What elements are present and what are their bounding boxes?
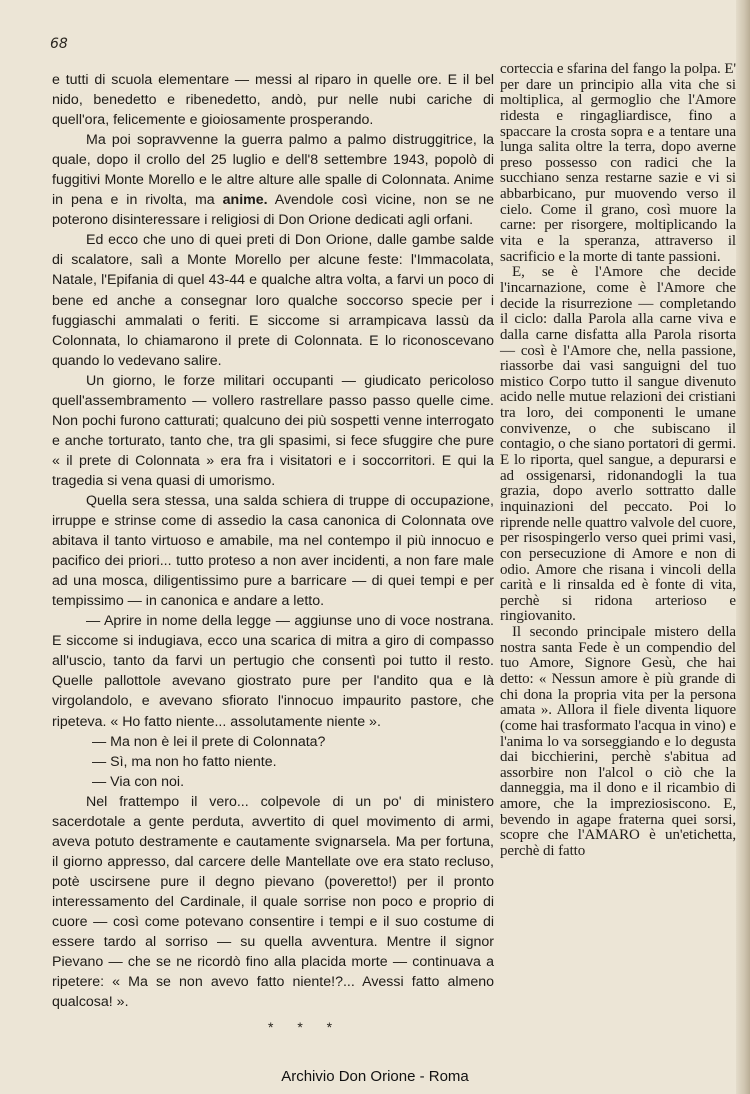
paragraph: corteccia e sfarina del fango la polpa. E' per dare un principio alla vita che si moltiplica, al germoglio che l'Amore ridesta e ringagliardisce, fino a spaccare la crosta sopra e a tentare una lunga salita oltre la terra, dopo averne preso possesso con radici che la succhiano senza restarne sazie e vi si abbarbicano, pur muovendo verso il cielo. Come il grano, così muore la carne: per risorgere, moltiplicando la vita e la speranza, attraverso il sacrificio e la morte di tante passioni. (500, 61, 736, 265)
section-separator: * * * (268, 1019, 343, 1035)
page-edge (736, 0, 750, 1094)
text-run: Ma poi sopravvenne la guerra palmo a palmo distruggitrice, la quale, dopo il crollo del 25 luglio e dell'8 settembre 1943, popolò di fuggitivi Monte Morello e le altre alture alle spalle di Colonnata. Anime in pena e in rivolta, ma (52, 132, 494, 209)
right-column (500, 62, 736, 860)
dialog-line: — Sì, ma non ho fatto niente. (92, 753, 277, 770)
archive-footer: Archivio Don Orione - Roma (281, 1068, 469, 1085)
paragraph: — Aprire in nome della legge — aggiunse uno di voce nostrana. E siccome si indugiava, ecco una scarica di mitra a giro di compasso all'uscio, tanto da farvi un pertugio che consentì poi tutto il resto. Quelle pallottole avevano giostrato pure per l'andito qua e là virgolandolo, e avevano sfiorato l'innocuo impaurito pastore, che ripeteva. « Ho fatto niente... assolutamente niente ». (52, 613, 494, 730)
paragraph: Il secondo principale mistero della nostra santa Fede è un compendio del tuo Amore, Signore Gesù, che hai detto: « Nessun amore è più grande di chi dona la propria vita per la persona amata ». Allora il fiele diventa liquore (come hai trasformato l'acqua in vino) e l'anima lo va sorseggiando e lo degusta dai bicchierini, perchè s'abitua ad assorbire non l'alcol o ciò che la danneggia, ma il dono e il ricambio di amore, che la impreziosiscono. E, bevendo in agape fraterna quei sorsi, scopre che l'AMARO è un'etichetta, perchè di fatto (500, 624, 736, 860)
dialog-line: — Via con noi. (92, 773, 185, 790)
paragraph: e tutti di scuola elementare — messi al riparo in quelle ore. E il bel nido, benedetto e ribenedetto, andò, pur nelle nubi cariche di quell'ora, felicemente e gioiosamente prosperando. (52, 72, 494, 129)
paragraph (52, 130, 494, 230)
paragraph: Nel frattempo il vero... colpevole di un po' di ministero sacerdotale a gente perduta, avvertito di quel movimento di armi, aveva potuto destramente e cautamente svignarsela. Ma per fortuna, il giorno appresso, dal carcere delle Mantellate ove era stato recluso, potè uscirsene pure il degno pievano (poveretto!) per il pronto interessamento del Cardinale, il quale sorrise non poco e proprio di cuore — così come potevano consentire i tempi e il suo costume di essere tardo al sorriso — su quella avventura. Mentre il signor Pievano — che se ne ricordò fino alla placida morte — continuava a ripetere: « Ma se non avevo fatto niente!?... Avessi fatto almeno qualcosa! ». (52, 793, 494, 1011)
left-column (52, 70, 494, 1012)
dialog-line: — Ma non è lei il prete di Colonnata? (92, 733, 326, 750)
paragraph: Quella sera stessa, una salda schiera di truppe di occupazione, irruppe e strinse come di assedio la casa canonica di Colonnata ove abitava il tanto virtuoso e amabile, ma nel contempo il più innocuo e pacifico dei priori... tutto proteso a non aver incidenti, a non fare male ad una mosca, diligentissimo pure a barricare — di quei tempi e per tempissimo — in canonica e andare a letto. (52, 492, 494, 610)
bold-word: anime. (222, 192, 268, 209)
text-run: Avendole così vicine, non se ne poterono disinteressare i religiosi di Don Orione dedicati agli orfani. (52, 192, 494, 229)
page-number: 68 (50, 36, 68, 52)
paragraph: E, se è l'Amore che decide l'incarnazione, come è l'Amore che decide la risurrezione — completando il ciclo: dalla Parola alla carne viva e dalla carne disfatta alla Parola risorta — così è l'Amore che, nella passione, riassorbe dai vasi sanguigni del tuo mistico Corpo tutto il sangue divenuto acido nelle mutue relazioni dei cristiani tra loro, dei componenti le umane convivenze, o che subiscano il contagio, o che siano portatori di germi. E lo riporta, quel sangue, a depurarsi e ad ossigenarsi, ridonandogli la tua grazia, dopo averlo sottratto dalle inquinazioni del peccato. Poi lo riprende nelle quattro valvole del cuore, per risospingerlo verso quei primi vasi, con persecuzione di Amore e non di odio. Amore che risana i vincoli della carità e li rinsalda ed è fonte di vita, perchè si ridona arterioso e ringiovanito. (500, 264, 736, 625)
paragraph: Un giorno, le forze militari occupanti — giudicato pericoloso quell'assembramento — vollero rastrellare passo passo quelle cime. Non pochi furono catturati; qualcuno dei più sospetti venne interrogato e anche torturato, tanto che, tra gli spasimi, si fece sfuggire che pure « il prete di Colonnata » era fra i visitatori e i soccorritori. E qui la tragedia si vena quasi di umorismo. (52, 372, 494, 489)
paragraph: Ed ecco che uno di quei preti di Don Orione, dalle gambe salde di scalatore, salì a Monte Morello per alcune feste: l'Immacolata, Natale, l'Epifania di quel 43-44 e qualche altra volta, a farvi un poco di bene ed anche a consegnar loro qualche soccorso specie per i fuggiaschi ammalati o feriti. E siccome si arrampicava lassù da Colonnata, lo chiamarono il prete di Colonnata. E lo riconoscevano quando lo vedevano salire. (52, 232, 494, 369)
